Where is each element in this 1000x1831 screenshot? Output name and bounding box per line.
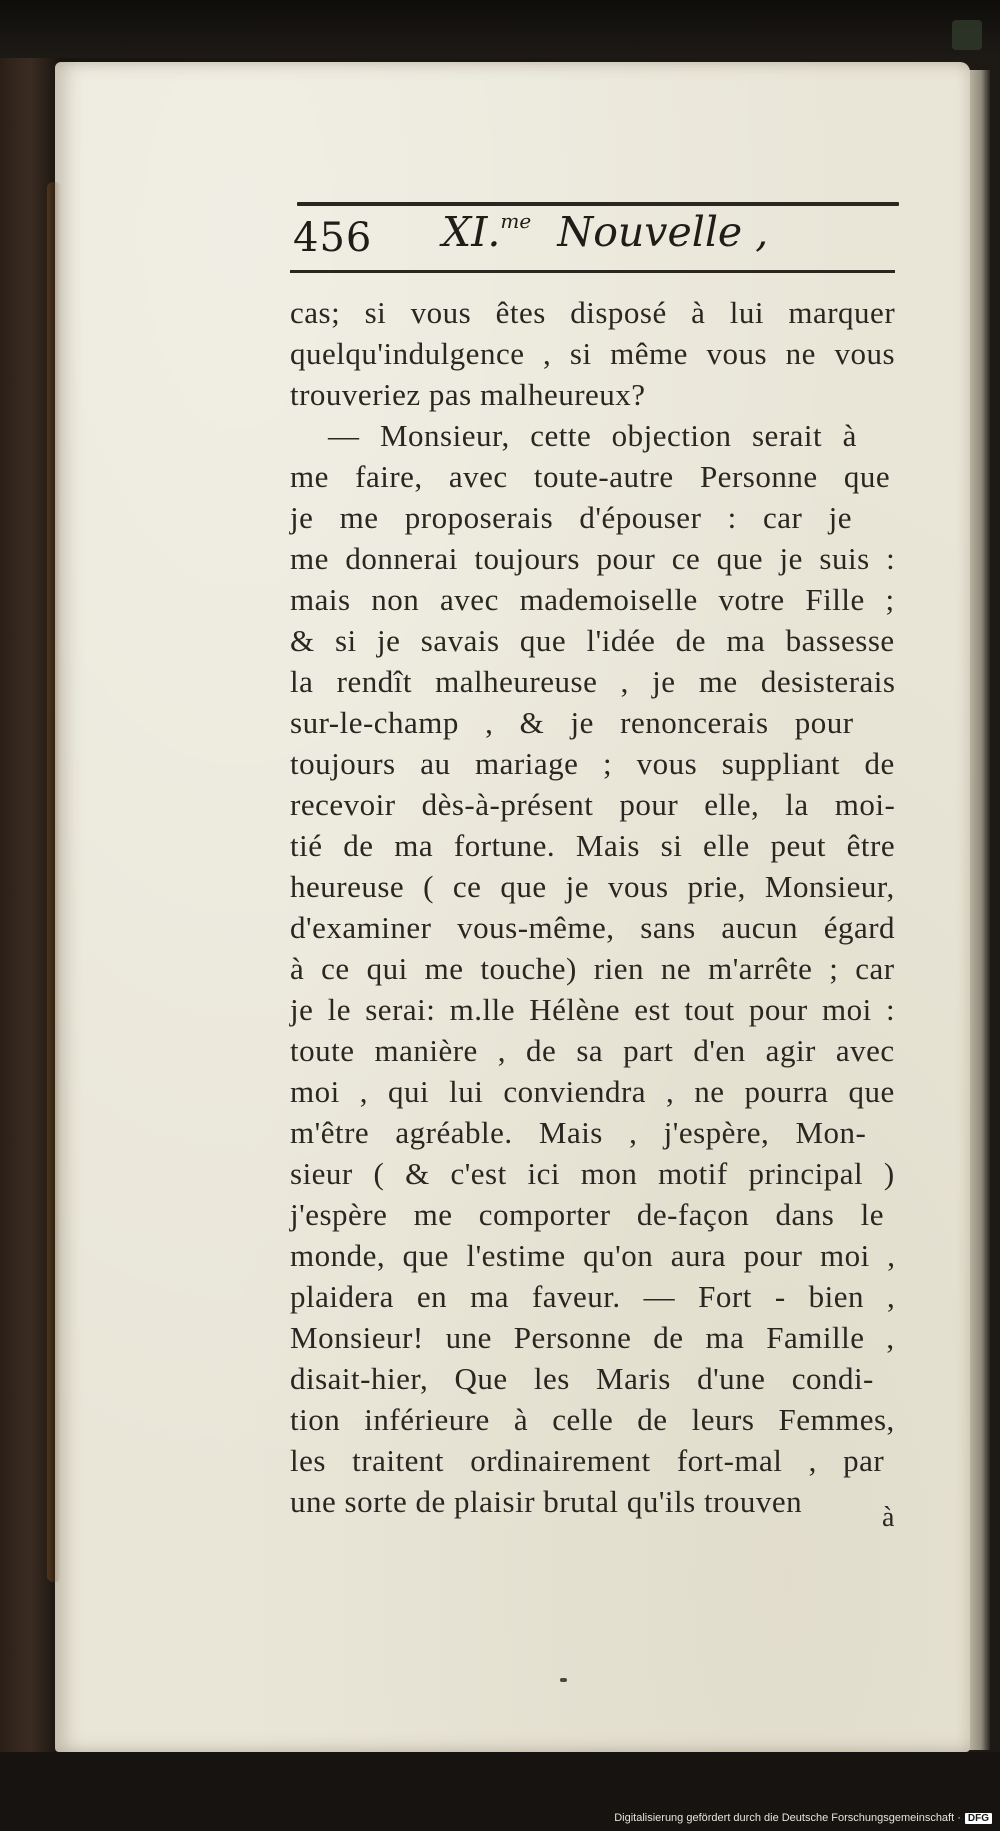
text-line: m'être agréable. Mais , j'espère, Mon- xyxy=(290,1115,867,1150)
scan-top-border xyxy=(0,0,1000,58)
text-line: moi , qui lui conviendra , ne pourra que xyxy=(290,1074,895,1109)
text-line: je me proposerais d'épouser : car je xyxy=(290,500,852,535)
text-line: Monsieur! une Personne de ma Famille , xyxy=(290,1320,895,1355)
text-line: tion inférieure à celle de leurs Femmes, xyxy=(290,1402,895,1437)
header-top-rule xyxy=(297,202,899,206)
text-line: sur-le-champ , & je renoncerais pour xyxy=(290,705,854,740)
running-title-superscript: me xyxy=(500,209,532,233)
text-line: la rendît malheureuse , je me desisterais xyxy=(290,664,896,699)
text-line: monde, que l'estime qu'on aura pour moi , xyxy=(290,1238,896,1273)
text-line: j'espère me comporter de-façon dans le xyxy=(290,1197,884,1232)
running-title-roman: XI. xyxy=(442,208,501,256)
scan-corner-mark xyxy=(952,20,982,50)
text-line: sieur ( & c'est ici mon motif principal ) xyxy=(290,1156,895,1191)
text-line: trouveriez pas malheureux? xyxy=(290,377,646,412)
digitization-credit xyxy=(614,1812,992,1824)
text-line: recevoir dès-à-présent pour elle, la moi- xyxy=(290,787,896,822)
dfg-logo: DFG xyxy=(965,1813,992,1824)
text-line: & si je savais que l'idée de ma bassesse xyxy=(290,623,895,658)
text-line: cas; si vous êtes disposé à lui marquer xyxy=(290,295,896,330)
page-right-edge xyxy=(968,70,990,1750)
text-line: plaidera en ma faveur. — Fort - bien , xyxy=(290,1279,896,1314)
text-line: mais non avec mademoiselle votre Fille ; xyxy=(290,582,895,617)
text-line: d'examiner vous-même, sans aucun égard xyxy=(290,910,896,945)
text-line: me faire, avec toute-autre Personne que xyxy=(290,459,891,494)
text-line: disait-hier, Que les Maris d'une condi- xyxy=(290,1361,874,1396)
text-line: quelqu'indulgence , si même vous ne vous xyxy=(290,336,896,371)
catchword: à xyxy=(882,1502,895,1533)
text-line: me donnerai toujours pour ce que je suis : xyxy=(290,541,896,576)
text-line: les traitent ordinairement fort-mal , par xyxy=(290,1443,885,1478)
page-number: 456 xyxy=(293,215,373,261)
running-title-word: Nouvelle , xyxy=(557,208,769,256)
header-bottom-rule xyxy=(290,270,895,273)
body-text xyxy=(290,292,905,1522)
text-line: je le serai: m.lle Hélène est tout pour moi : xyxy=(290,992,896,1027)
text-line: — Monsieur, cette objection serait à xyxy=(328,418,857,453)
running-title xyxy=(442,208,768,256)
text-line: une sorte de plaisir brutal qu'ils trouven xyxy=(290,1484,803,1519)
text-line: à ce qui me touche) rien ne m'arrête ; car xyxy=(290,951,895,986)
text-line: toute manière , de sa part d'en agir avec xyxy=(290,1033,895,1068)
text-line: tié de ma fortune. Mais si elle peut être xyxy=(290,828,896,863)
credit-text: Digitalisierung gefördert durch die Deutsche Forschungsgemeinschaft · xyxy=(614,1812,961,1824)
signature-dot xyxy=(560,1678,567,1682)
text-line: heureuse ( ce que je vous prie, Monsieur, xyxy=(290,869,895,904)
text-line: toujours au mariage ; vous suppliant de xyxy=(290,746,895,781)
